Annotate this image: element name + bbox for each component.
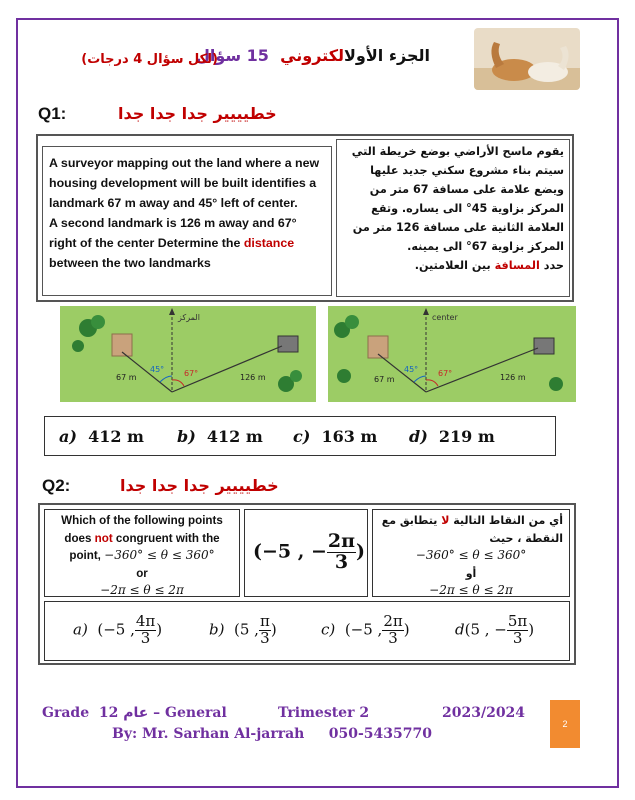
q1-option-d-value: 219 m [438, 427, 495, 446]
q2-point-fraction [327, 532, 356, 573]
q2-option-b-den: 3 [260, 628, 270, 647]
q2-point-left: (−5 , − [253, 540, 327, 563]
q2-en-line1: Which of the following points [61, 514, 223, 527]
q2-option-d-num: 5π [507, 612, 528, 630]
footer-author: By: Mr. Sarhan Al-jarrah [112, 726, 305, 742]
q2-option-a[interactable] [73, 614, 162, 647]
q1-option-b-value: 412 m [206, 427, 263, 446]
section-title [195, 46, 430, 76]
q1-en-part3: between the two landmarks [49, 256, 211, 270]
q2-ar-not: لا [441, 514, 450, 527]
diag2-angle-right: 67° [438, 369, 453, 378]
q2-options [44, 601, 570, 661]
diag1-angle-left: 45° [150, 365, 165, 374]
q2-english-text [44, 509, 240, 597]
q1-options [44, 416, 556, 456]
diag1-dist-right: 126 m [240, 373, 266, 382]
q2-question-box [38, 503, 576, 665]
q2-ar-range2: −2π ≤ θ ≤ 2π [429, 583, 513, 597]
q2-option-d-suffix: ) [528, 620, 535, 639]
footer-grade-label: Grade [42, 705, 90, 721]
q2-arabic-text [372, 509, 570, 597]
q2-point-close: ) [356, 540, 366, 563]
q2-option-b-num: π [259, 612, 270, 630]
q2-option-c-num: 2π [383, 612, 403, 630]
diag2-dist-left: 67 m [374, 375, 395, 384]
q1-option-d[interactable] [409, 427, 495, 446]
q1-option-a-value: 412 m [88, 427, 144, 446]
diag2-dist-right: 126 m [500, 373, 526, 382]
q2-option-c-prefix: (−5 , [344, 620, 383, 639]
q1-en-part2: A second landmark is 126 m away and 67° right of the center Determine the [49, 216, 297, 250]
q2-en-not: not [94, 531, 113, 545]
footer-grade-ar: عام [123, 705, 149, 721]
q1-ar-part3: بين العلامتين. [414, 259, 491, 272]
q2-option-c-den: 3 [388, 628, 398, 647]
footer-year: 2023/2024 [442, 705, 526, 721]
q2-point-den: 3 [334, 550, 349, 573]
q1-option-c-letter: c) [293, 427, 311, 446]
q2-ar-line1b: يتطابق مع النقطة ، حيث [381, 514, 563, 545]
title-part-1: الجزء الأول [344, 46, 430, 65]
q2-en-line2a: does [64, 531, 92, 545]
q2-en-range2: −2π ≤ θ ≤ 2π [100, 583, 184, 597]
q1-en-part1: A surveyor mapping out the land where a new housing development will be built identifies a landmark 67 m away and 45° left of center. [49, 156, 320, 210]
q2-option-b-prefix: (5 , [234, 620, 259, 639]
q2-option-a-suffix: ) [156, 620, 163, 639]
diag1-center-label: المركز [178, 313, 200, 322]
q2-option-c-letter: c) [321, 620, 336, 639]
footer-phone: 050-5435770 [328, 726, 432, 742]
footer-trimester: Trimester 2 [278, 705, 370, 721]
q2-en-range1: −360° ≤ θ ≤ 360° [104, 548, 215, 562]
q2-option-b-letter: b) [209, 620, 225, 639]
q1-ar-part1: يقوم ماسح الأراضي بوضع خريطة التي سيتم بناء مشروع سكني جديد عليها ويضع علامة على مسافة 67 متر من المركز بزاوية 45° الى يساره. وتقع العلامة الثانية على مسافة 126 متر من المركز بزاوية 67° الى يمينه. [351, 145, 564, 253]
q2-en-line3: point, [69, 549, 101, 562]
q1-ar-highlight: المسافة [494, 259, 540, 272]
q1-english-text [42, 146, 332, 296]
camel-photo [474, 28, 580, 90]
diag1-angle-right: 67° [184, 369, 199, 378]
q2-point-num: 2π [327, 530, 356, 552]
q1-option-b[interactable] [177, 427, 263, 446]
q2-option-a-prefix: (−5 , [97, 620, 135, 639]
page-number-tab: 2 [550, 700, 580, 748]
q2-en-or: or [136, 566, 148, 580]
grading-note: (لكل سؤال 4 درجات) [81, 52, 218, 67]
q2-ar-or: أو [465, 566, 477, 580]
title-part-3: 15 سؤال [195, 46, 269, 65]
q1-option-b-letter: b) [177, 427, 196, 446]
diag2-angle-left: 45° [404, 365, 419, 374]
q1-difficulty: خطيييير جدا جدا جدا [118, 104, 277, 123]
q1-option-a-letter: a) [59, 427, 77, 446]
q1-diagram-arabic [60, 306, 316, 402]
diag2-center-label: center [432, 313, 458, 322]
q1-option-d-letter: d) [409, 427, 428, 446]
q2-option-d[interactable] [455, 614, 534, 647]
q2-ar-range1: −360° ≤ θ ≤ 360° [415, 548, 527, 562]
q2-option-d-prefix: (5 , − [464, 620, 507, 639]
q1-option-a[interactable] [59, 427, 144, 446]
footer-grade-value: 12 – General [98, 705, 227, 721]
q2-option-a-letter: a) [73, 620, 88, 639]
title-part-2: الكتروني [280, 46, 345, 65]
q2-option-a-num: 4π [135, 612, 156, 630]
q1-option-c[interactable] [293, 427, 377, 446]
q2-ar-line1a: أي من النقاط التالية [453, 514, 563, 527]
q1-option-c-value: 163 m [321, 427, 378, 446]
q1-diagram-english [328, 306, 576, 402]
q1-label: Q1: [38, 104, 67, 123]
q1-ar-part2: حدد [543, 259, 564, 272]
diag1-dist-left: 67 m [116, 373, 137, 382]
q2-difficulty: خطيييير جدا جدا جدا [120, 476, 279, 495]
footer-line-2 [112, 726, 432, 742]
q1-question-box [36, 134, 574, 302]
q2-option-c-suffix: ) [403, 620, 410, 639]
q1-en-highlight: distance [243, 236, 295, 250]
q2-given-point [244, 509, 368, 597]
q2-option-b[interactable] [209, 614, 277, 647]
q2-en-line2b: congruent with the [115, 531, 220, 545]
q2-option-a-den: 3 [140, 628, 151, 647]
q1-arabic-text [336, 139, 570, 297]
q2-option-c[interactable] [321, 614, 410, 647]
q2-option-d-den: 3 [512, 628, 523, 647]
footer-line-1 [42, 705, 552, 721]
q2-option-b-suffix: ) [270, 620, 277, 639]
q2-option-d-letter: d [455, 620, 465, 639]
q2-label: Q2: [42, 476, 71, 495]
